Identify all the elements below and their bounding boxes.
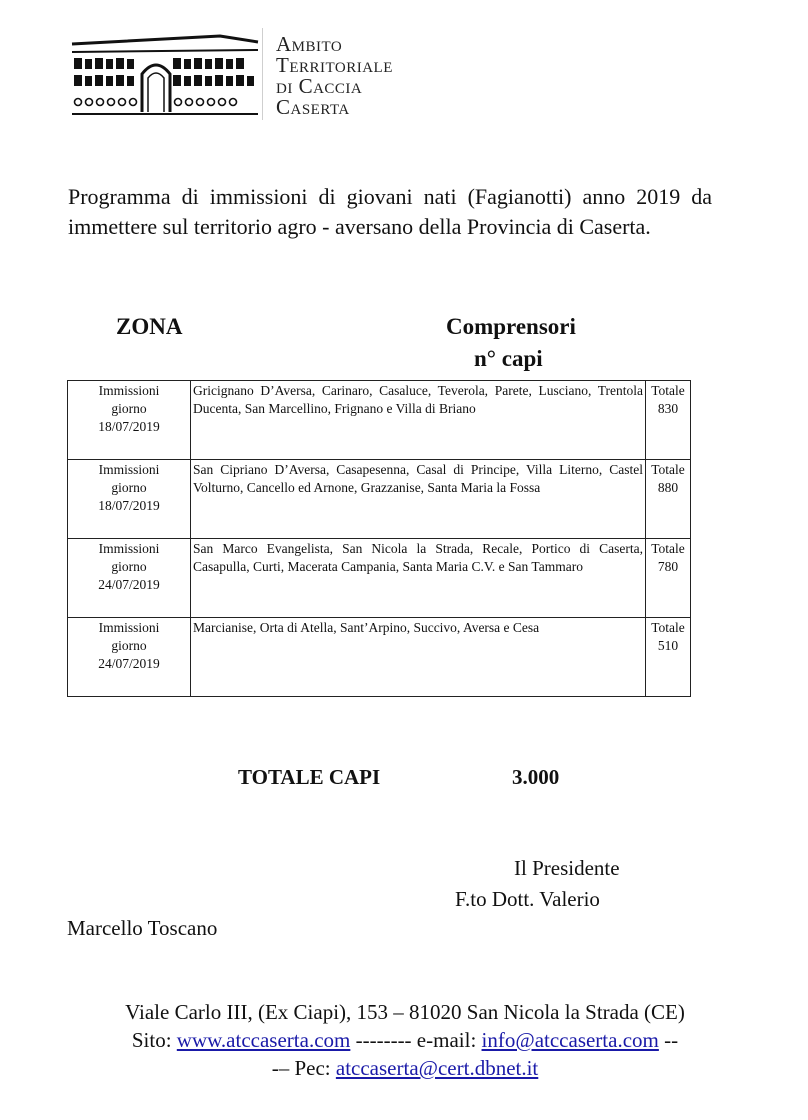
signature-line: Marcello Toscano [67,916,218,940]
date-value: 18/07/2019 [98,419,160,434]
footer-contacts [60,1026,750,1054]
table-row [68,618,691,697]
brand-line: Ambito [276,32,343,56]
total-cell [646,381,691,460]
date-value: 18/07/2019 [98,498,160,513]
date-label: Immissioni [98,620,160,635]
date-value: 24/07/2019 [98,577,160,592]
date-label: giorno [111,559,147,574]
date-cell [68,539,191,618]
date-label: giorno [111,401,147,416]
total-label: Totale [651,541,685,556]
areas-cell: Gricignano D’Aversa, Carinaro, Casaluce, Teverola, Parete, Lusciano, Trentola Ducenta, San Marcellino, Frignano e Villa di Briano [191,381,646,460]
total-cell [646,539,691,618]
date-cell [68,381,191,460]
brand-line: Territoriale [276,53,393,77]
total-label: Totale [651,462,685,477]
total-cell [646,618,691,697]
table-row [68,460,691,539]
grand-total-label: TOTALE CAPI [238,765,381,789]
date-label: Immissioni [98,541,160,556]
footer-pec [60,1054,750,1082]
column-heading-zona: ZONA [116,314,183,339]
email-link[interactable]: info@atccaserta.com [481,1028,659,1052]
total-value: 880 [657,480,679,495]
total-value: 830 [657,401,679,416]
column-heading-comprensori: Comprensori [446,314,576,339]
date-cell [68,460,191,539]
brand-name [276,34,393,118]
table-row [68,381,691,460]
site-label: Sito: [131,1028,177,1052]
intro-paragraph: Programma di immissioni di giovani nati (Fagianotti) anno 2019 da immettere sul territorio agro - aversano della Provincia di Caserta. [68,184,712,239]
pec-label: -– Pec: [271,1056,336,1080]
total-value: 780 [657,559,679,574]
total-value: 510 [657,638,679,653]
total-label: Totale [651,620,685,635]
zones-table [67,380,691,697]
pec-link[interactable]: atccaserta@cert.dbnet.it [335,1056,539,1080]
date-label: giorno [111,480,147,495]
table-row [68,539,691,618]
footer [60,998,750,1082]
date-label: Immissioni [98,462,160,477]
grand-total-value: 3.000 [512,765,560,789]
areas-cell: Marcianise, Orta di Atella, Sant’Arpino, Succivo, Aversa e Cesa [191,618,646,697]
date-value: 24/07/2019 [98,656,160,671]
brand-line: di Caccia [276,74,363,98]
signature-line: F.to Dott. Valerio [455,887,600,911]
site-link[interactable]: www.atccaserta.com [176,1028,351,1052]
total-cell [646,460,691,539]
logo-divider [262,28,263,120]
date-label: Immissioni [98,383,160,398]
areas-cell: San Marco Evangelista, San Nicola la Strada, Recale, Portico di Caserta, Casapulla, Curti, Macerata Campania, Santa Maria C.V. e San Tammaro [191,539,646,618]
areas-cell: San Cipriano D’Aversa, Casapesenna, Casal di Principe, Villa Literno, Castel Volturno, Cancello ed Arnone, Grazzanise, Santa Maria la Fossa [191,460,646,539]
date-label: giorno [111,638,147,653]
date-cell [68,618,191,697]
email-tail: -- [658,1028,679,1052]
brand-line: Caserta [276,95,350,119]
atc-logo [70,28,260,120]
total-label: Totale [651,383,685,398]
signature-title: Il Presidente [514,856,620,880]
footer-address: Viale Carlo III, (Ex Ciapi), 153 – 81020 San Nicola la Strada (CE) [125,1000,685,1024]
email-separator: -------- e-mail: [350,1028,482,1052]
column-heading-capi: n° capi [474,346,543,371]
